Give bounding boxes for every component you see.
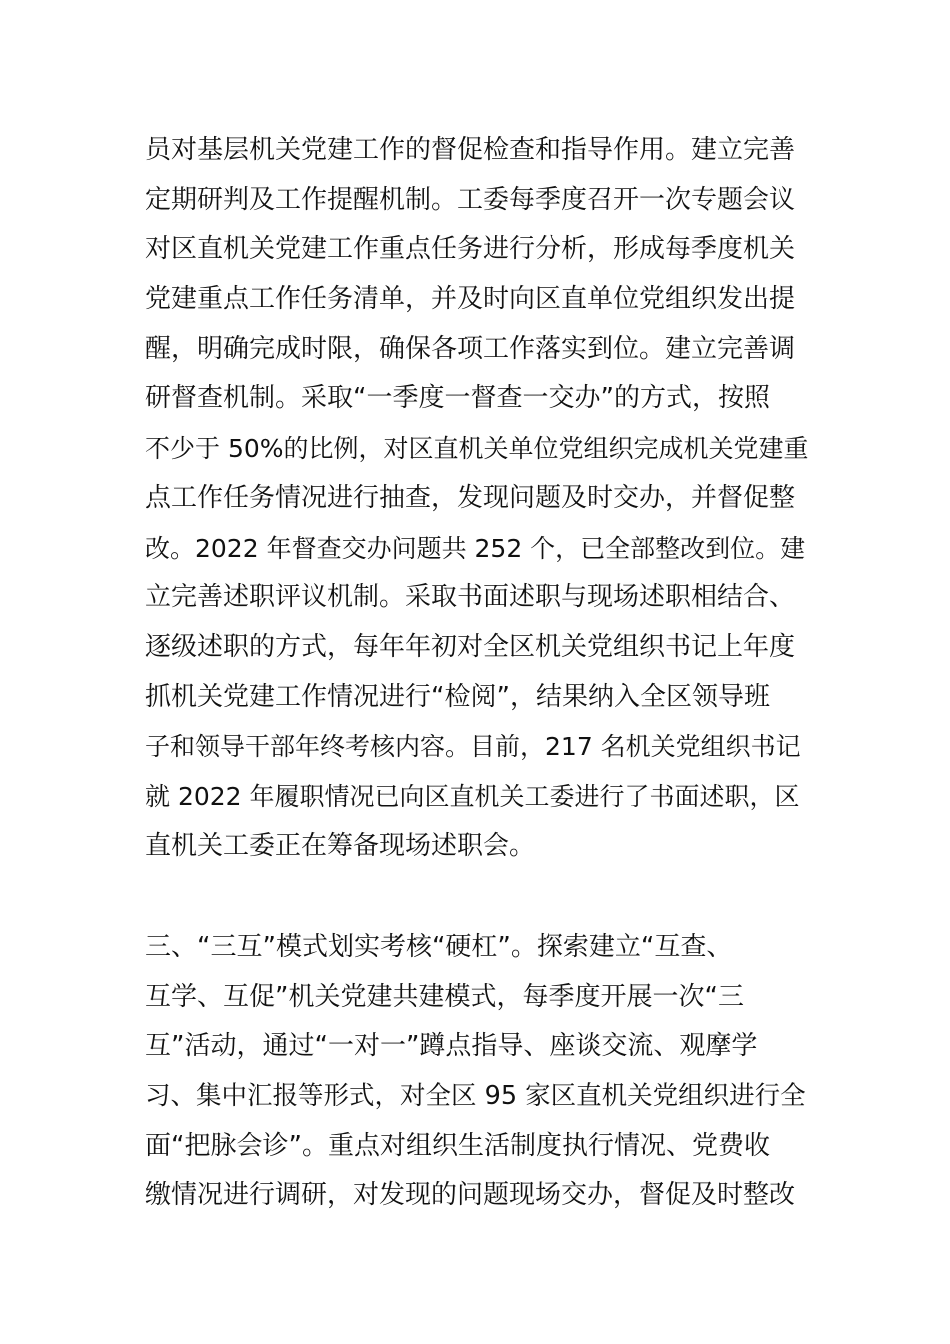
text-line: 不少于 50%的比例，对区直机关单位党组织完成机关党建重 [145,434,809,464]
text-line: 醒，明确完成时限，确保各项工作落实到位。建立完善调 [145,333,796,364]
text-line: 习、集中汇报等形式，对全区 95 家区直机关党组织进行全 [145,1081,806,1112]
text-line: 互学、互促”机关党建共建模式，每季度开展一次“三 [145,981,744,1012]
text-line: 党建重点工作任务清单，并及时向区直单位党组织发出提 [145,284,796,315]
text-line: 改。2022 年督查交办问题共 252 个，已全部整改到位。建 [145,533,806,563]
text-line: 就 2022 年履职情况已向区直机关工委进行了书面述职，区 [145,781,800,811]
text-line: 定期研判及工作提醒机制。工委每季度召开一次专题会议 [145,184,796,215]
body-paragraph-1 [145,126,810,871]
text-line: 面“把脉会诊”。重点对组织生活制度执行情况、党费收 [145,1130,770,1161]
text-line: 子和领导干部年终考核内容。目前，217 名机关党组织书记 [145,732,801,762]
text-line: 立完善述职评议机制。采取书面述职与现场述职相结合、 [145,582,796,613]
text-line: 研督查机制。采取“一季度一督查一交办”的方式，按照 [145,383,770,414]
text-line: 缴情况进行调研，对发现的问题现场交办，督促及时整改 [145,1180,796,1211]
text-line: 抓机关党建工作情况进行“检阅”，结果纳入全区领导班 [145,681,770,712]
text-line: 点工作任务情况进行抽查，发现问题及时交办，并督促整 [145,482,796,513]
text-line: 互”活动，通过“一对一”蹲点指导、座谈交流、观摩学 [145,1031,758,1062]
text-line: 员对基层机关党建工作的督促检查和指导作用。建立完善 [145,135,796,165]
text-line: 三、“三互”模式划实考核“硬杠”。探索建立“互查、 [145,932,733,962]
text-line: 对区直机关党建工作重点任务进行分析，形成每季度机关 [145,234,796,265]
body-paragraph-2 [145,923,810,1221]
text-line: 直机关工委正在筹备现场述职会。 [145,830,536,861]
text-line: 逐级述职的方式，每年年初对全区机关党组织书记上年度 [145,631,796,662]
